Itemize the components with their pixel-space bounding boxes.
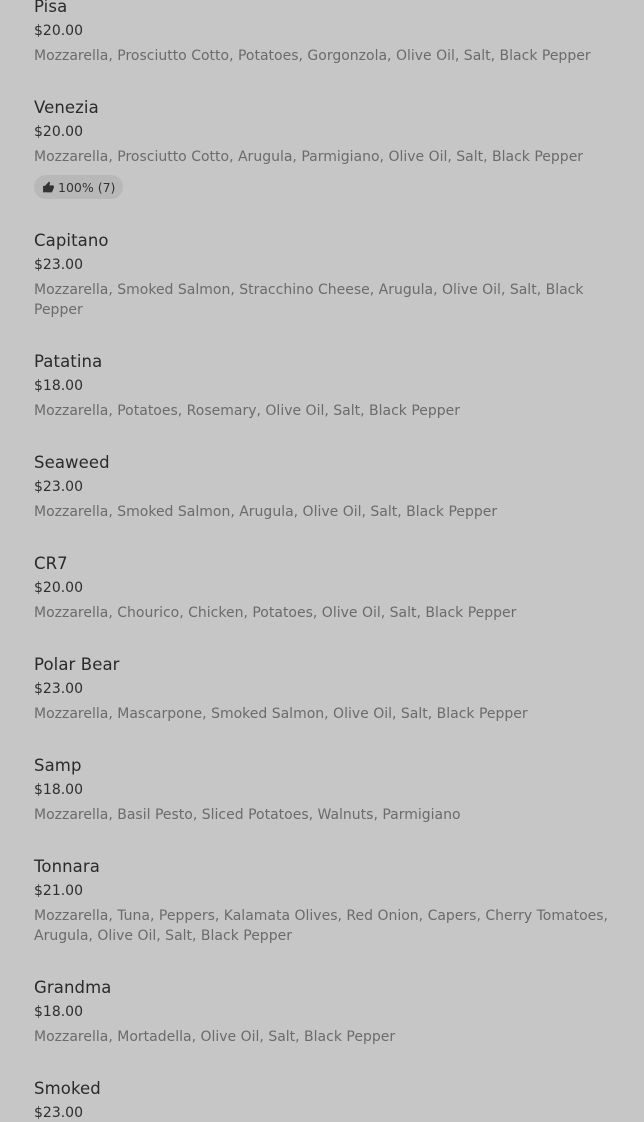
- item-name: Venezia: [34, 98, 99, 117]
- menu-item-cr7[interactable]: [34, 554, 620, 623]
- item-description: Mozzarella, Prosciutto Cotto, Potatoes, Gorgonzola, Olive Oil, Salt, Black Pepper: [34, 48, 591, 64]
- menu-item-patatina[interactable]: [34, 352, 620, 421]
- item-name: Grandma: [34, 978, 112, 997]
- item-name: Pisa: [34, 0, 68, 16]
- rating-badge: [34, 175, 123, 199]
- item-price: $23.00: [34, 681, 83, 697]
- item-price: $20.00: [34, 580, 83, 596]
- item-price: $18.00: [34, 378, 83, 394]
- thumbs-up-icon: [42, 181, 55, 194]
- item-price: $18.00: [34, 782, 83, 798]
- item-name: Patatina: [34, 352, 103, 371]
- menu-item-capitano[interactable]: [34, 231, 620, 320]
- item-price: $20.00: [34, 23, 83, 39]
- rating-text: 100% (7): [58, 179, 116, 195]
- item-price: $23.00: [34, 1105, 83, 1121]
- item-name: Seaweed: [34, 453, 110, 472]
- menu-item-pisa[interactable]: [34, 0, 620, 66]
- item-name: Samp: [34, 756, 82, 775]
- menu-item-tonnara[interactable]: [34, 857, 620, 946]
- item-description: Mozzarella, Mascarpone, Smoked Salmon, Olive Oil, Salt, Black Pepper: [34, 706, 528, 722]
- item-price: $23.00: [34, 257, 83, 273]
- menu-item-venezia[interactable]: [34, 98, 620, 201]
- item-name: Smoked: [34, 1079, 101, 1098]
- menu-item-grandma[interactable]: [34, 978, 620, 1047]
- item-description: Mozzarella, Chourico, Chicken, Potatoes, Olive Oil, Salt, Black Pepper: [34, 605, 517, 621]
- item-description: Mozzarella, Mortadella, Olive Oil, Salt, Black Pepper: [34, 1029, 396, 1045]
- item-description: Mozzarella, Smoked Salmon, Arugula, Olive Oil, Salt, Black Pepper: [34, 504, 498, 520]
- item-name: Polar Bear: [34, 655, 120, 674]
- item-name: Capitano: [34, 231, 109, 250]
- item-price: $23.00: [34, 479, 83, 495]
- item-description: Mozzarella, Smoked Salmon, Stracchino Cheese, Arugula, Olive Oil, Salt, Black Pepper: [34, 282, 584, 318]
- item-price: $21.00: [34, 883, 83, 899]
- item-description: Mozzarella, Prosciutto Cotto, Arugula, Parmigiano, Olive Oil, Salt, Black Pepper: [34, 149, 584, 165]
- menu-item-seaweed[interactable]: [34, 453, 620, 522]
- item-description: Mozzarella, Tuna, Peppers, Kalamata Olives, Red Onion, Capers, Cherry Tomatoes, Arugula, Olive Oil, Salt, Black Pepper: [34, 908, 608, 944]
- item-name: CR7: [34, 554, 68, 573]
- item-price: $18.00: [34, 1004, 83, 1020]
- menu-item-polar-bear[interactable]: [34, 655, 620, 724]
- menu-item-smoked[interactable]: [34, 1079, 620, 1122]
- item-description: Mozzarella, Basil Pesto, Sliced Potatoes, Walnuts, Parmigiano: [34, 807, 461, 823]
- item-name: Tonnara: [34, 857, 100, 876]
- item-price: $20.00: [34, 124, 83, 140]
- menu-item-samp[interactable]: [34, 756, 620, 825]
- item-description: Mozzarella, Potatoes, Rosemary, Olive Oil, Salt, Black Pepper: [34, 403, 461, 419]
